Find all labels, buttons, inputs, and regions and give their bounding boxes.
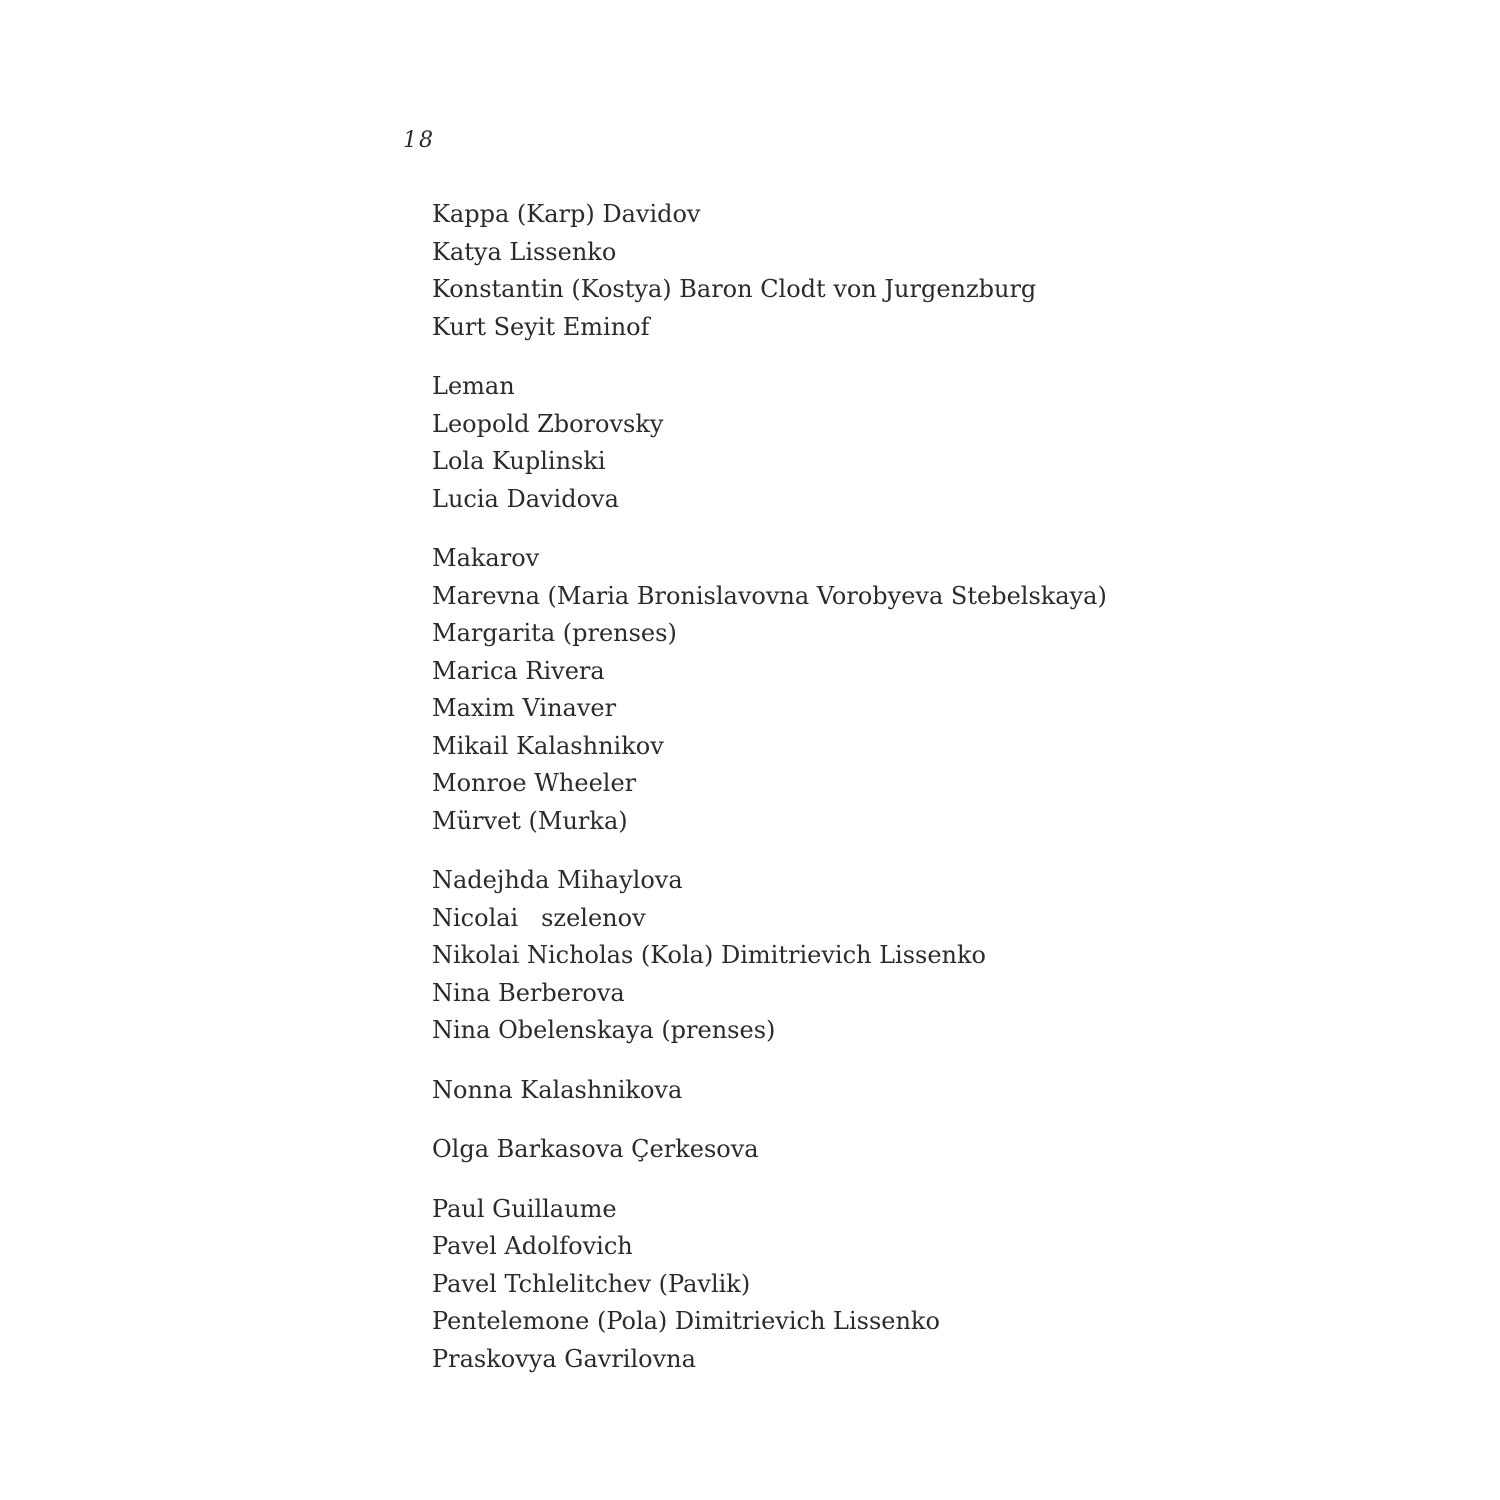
name-entry: Paul Guillaume: [432, 1194, 617, 1223]
name-entry: Pentelemone (Pola) Dimitrievich Lissenko: [432, 1307, 940, 1335]
name-entry: Mikail Kalashnikov: [432, 731, 664, 760]
name-entry: Kurt Seyit Eminof: [432, 312, 650, 341]
name-group-nonna: [432, 1072, 1432, 1110]
name-entry: Monroe Wheeler: [432, 769, 637, 797]
name-entry: Konstantin (Kostya) Baron Clodt von Jurgenzburg: [432, 275, 1037, 303]
name-entry: Marica Rivera: [432, 656, 605, 685]
name-entry: Nonna Kalashnikova: [432, 1075, 683, 1104]
name-entry: Leman: [432, 372, 515, 400]
name-entry: Pavel Adolfovich: [432, 1232, 633, 1260]
name-entry: Lucia Davidova: [432, 484, 619, 513]
name-entry: Margarita (prenses): [432, 619, 677, 647]
name-entry: Katya Lissenko: [432, 237, 617, 266]
name-entry: Maxim Vinaver: [432, 694, 617, 722]
name-entry: Nadejhda Mihaylova: [432, 866, 683, 894]
name-entry: Nina Berberova: [432, 978, 625, 1007]
name-group-p: [432, 1191, 1432, 1379]
name-group-l: [432, 368, 1432, 518]
name-entry: Nicolai szelenov: [432, 903, 646, 932]
name-group-n: [432, 862, 1432, 1050]
name-entry: Leopold Zborovsky: [432, 409, 664, 438]
name-group-m: [432, 540, 1432, 840]
name-entry: Mürvet (Murka): [432, 806, 628, 835]
name-entry: Makarov: [432, 544, 540, 572]
name-entry: Lola Kuplinski: [432, 447, 606, 475]
name-entry: Praskovya Gavrilovna: [432, 1344, 696, 1373]
name-group-o: [432, 1131, 1432, 1169]
name-entry: Kappa (Karp) Davidov: [432, 200, 701, 228]
name-index-list: [432, 196, 1432, 1400]
name-entry: Pavel Tchlelitchev (Pavlik): [432, 1269, 751, 1298]
page-number: 18: [403, 128, 435, 153]
name-entry: Nina Obelenskaya (prenses): [432, 1016, 776, 1044]
name-entry: Nikolai Nicholas (Kola) Dimitrievich Lissenko: [432, 941, 986, 969]
name-entry: Olga Barkasova Çerkesova: [432, 1135, 759, 1163]
name-entry: Marevna (Maria Bronislavovna Vorobyeva Stebelskaya): [432, 581, 1107, 610]
name-group-k: [432, 196, 1432, 346]
